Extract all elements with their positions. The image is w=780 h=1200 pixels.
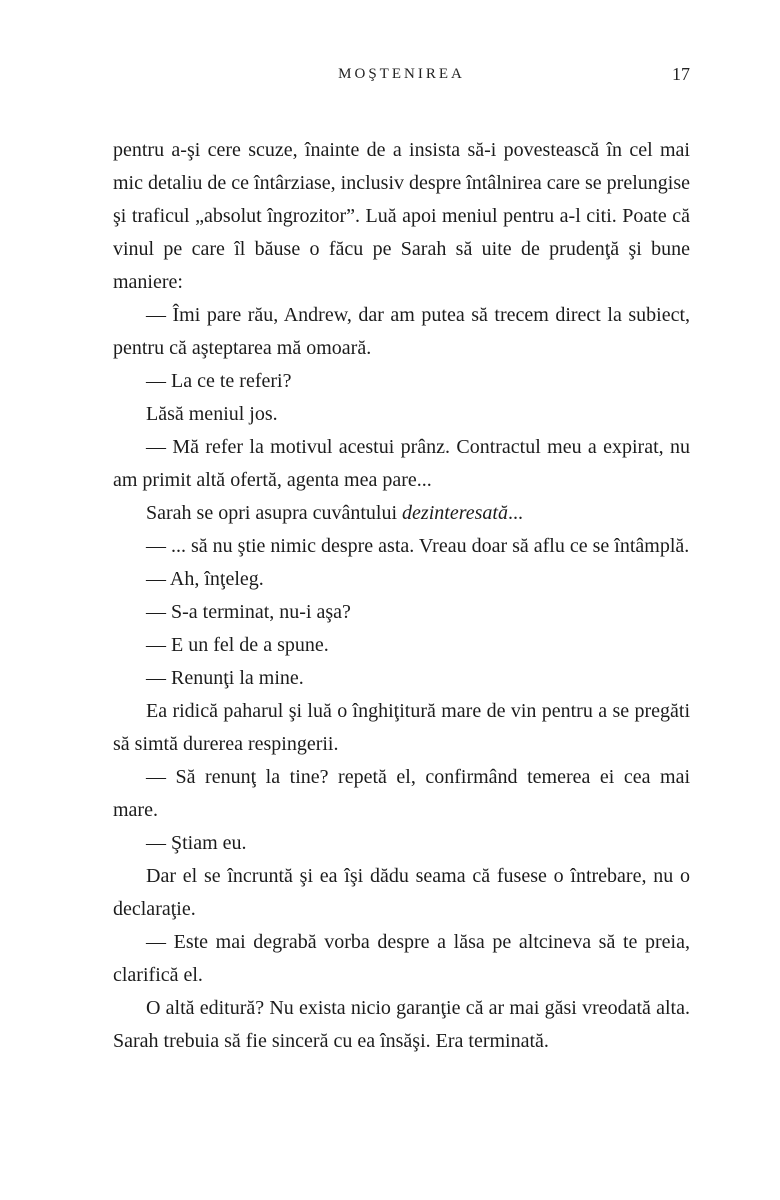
text-segment: — Ah, înţeleg. [146, 568, 264, 590]
text-segment: — Îmi pare rău, Andrew, dar am putea să trecem direct la subiect, pentru că aşteptarea mă omoară. [113, 304, 690, 359]
paragraph [113, 629, 690, 662]
paragraph [113, 563, 690, 596]
paragraph [113, 827, 690, 860]
text-segment: pentru a-şi cere scuze, înainte de a insista să-i povestească în cel mai mic detaliu de ce întârziase, inclusiv despre întâlnirea care se prelungise şi traficul „absolut îngrozitor”. Luă apoi meniul pentru a-l citi. Poate că vinul pe care îl băuse o făcu pe Sarah să uite de prudenţă şi bune maniere: [113, 139, 690, 293]
paragraph [113, 596, 690, 629]
text-segment: Sarah se opri asupra cuvântului [146, 502, 403, 524]
text-segment: — Să renunţ la tine? repetă el, confirmând temerea ei cea mai mare. [113, 766, 690, 821]
text-segment: — ... să nu ştie nimic despre asta. Vreau doar să aflu ce se întâmplă. [146, 535, 690, 557]
paragraph [113, 992, 690, 1058]
paragraph [113, 398, 690, 431]
paragraph [113, 134, 690, 299]
page-number: 17 [672, 64, 690, 84]
text-segment: O altă editură? Nu exista nicio garanţie că ar mai găsi vreodată alta. Sarah trebuia să fie sinceră cu ea însăşi. Era terminată. [113, 997, 690, 1052]
paragraph [113, 497, 690, 530]
paragraph [113, 761, 690, 827]
page-body [113, 134, 690, 1058]
text-segment: — La ce te referi? [146, 370, 292, 392]
text-segment: ... [507, 502, 523, 524]
paragraph [113, 695, 690, 761]
paragraph [113, 662, 690, 695]
paragraph [113, 299, 690, 365]
running-title: MOŞTENIREA [338, 66, 465, 82]
text-segment: Lăsă meniul jos. [146, 403, 278, 425]
paragraph [113, 530, 690, 563]
paragraph [113, 431, 690, 497]
text-segment: — Ştiam eu. [146, 832, 247, 854]
paragraph [113, 365, 690, 398]
text-segment: Ea ridică paharul şi luă o înghiţitură mare de vin pentru a se pregăti să simtă durerea respingerii. [113, 700, 690, 755]
text-segment: — Renunţi la mine. [146, 667, 304, 689]
text-segment: — Este mai degrabă vorba despre a lăsa pe altcineva să te preia, clarifică el. [113, 931, 690, 986]
text-segment: — Mă refer la motivul acestui prânz. Contractul meu a expirat, nu am primit altă ofertă, agenta mea pare... [113, 436, 690, 491]
paragraph [113, 926, 690, 992]
italic-text: dezinteresată [402, 502, 508, 524]
page-header [113, 66, 690, 88]
text-segment: — E un fel de a spune. [146, 634, 329, 656]
paragraph [113, 860, 690, 926]
text-segment: — S-a terminat, nu-i aşa? [146, 601, 351, 623]
text-segment: Dar el se încruntă şi ea îşi dădu seama că fusese o întrebare, nu o declaraţie. [113, 865, 690, 920]
